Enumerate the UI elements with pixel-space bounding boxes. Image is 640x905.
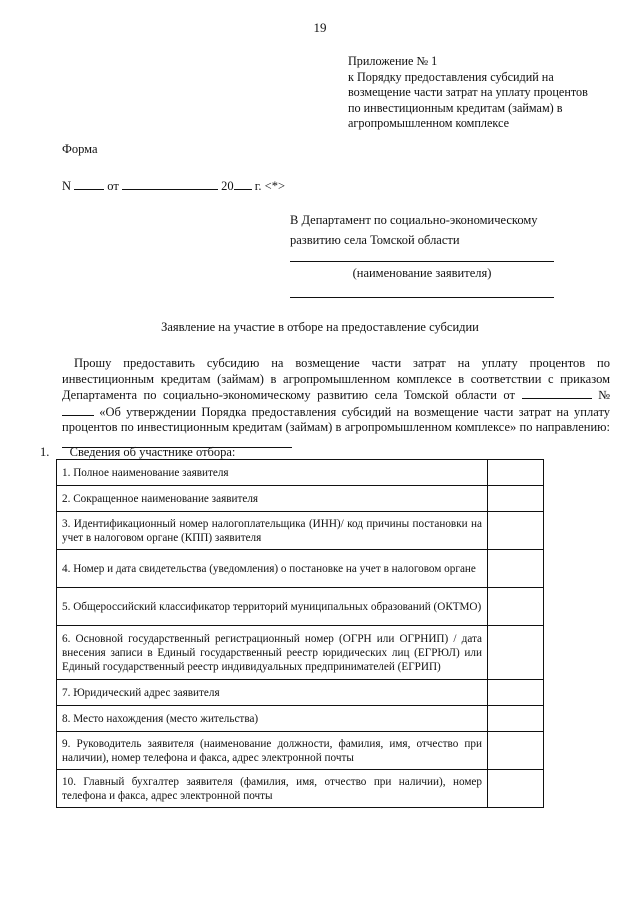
table-row: [57, 588, 544, 626]
row-label: 2. Сокращенное наименование заявителя: [57, 486, 488, 512]
row-value-cell[interactable]: [488, 550, 544, 588]
table-row: [57, 732, 544, 770]
table-row: [57, 512, 544, 550]
row-value-cell[interactable]: [488, 680, 544, 706]
number-blank[interactable]: [74, 178, 104, 190]
addressee-line: В Департамент по социально-экономическому: [290, 213, 538, 227]
year-suffix: г. <*>: [254, 179, 286, 193]
appendix-title: Приложение № 1: [348, 54, 438, 68]
year-blank[interactable]: [234, 178, 252, 190]
appendix-line: возмещение части затрат на уплату процентов: [348, 85, 588, 99]
row-value-cell[interactable]: [488, 706, 544, 732]
table-row: [57, 770, 544, 808]
section-title: Сведения об участнике отбора:: [69, 445, 236, 459]
page-number: 19: [313, 20, 327, 35]
row-label: 1. Полное наименование заявителя: [57, 460, 488, 486]
number-prefix: N: [62, 179, 72, 193]
addressee-line: развитию села Томской области: [290, 233, 460, 247]
applicant-extra-line[interactable]: [290, 297, 554, 298]
table-row: [57, 626, 544, 680]
addressee-block: [290, 210, 610, 250]
appendix-line: агропромышленном комплексе: [348, 116, 509, 130]
form-label: Форма: [62, 142, 98, 156]
appendix-line: к Порядку предоставления субсидий на: [348, 69, 554, 84]
section-heading: [40, 445, 235, 460]
row-value-cell[interactable]: [488, 512, 544, 550]
participant-info-table: [56, 459, 544, 808]
year-prefix: 20: [221, 179, 234, 193]
row-label: 10. Главный бухгалтер заявителя (фамилия, имя, отчество при наличии), номер телефона и факса, адрес электронной почты: [57, 770, 488, 808]
row-label: 5. Общероссийский классификатор территорий муниципальных образований (ОКТМО): [57, 588, 488, 626]
section-number: 1.: [40, 445, 50, 459]
number-date-line: [62, 178, 285, 194]
row-label: 7. Юридический адрес заявителя: [57, 680, 488, 706]
appendix-line: по инвестиционным кредитам (займам) в: [348, 100, 563, 115]
table-row: [57, 706, 544, 732]
row-label: 9. Руководитель заявителя (наименование должности, фамилия, имя, отчество при наличии), номер телефона и факса, адрес электронной почты: [57, 732, 488, 770]
application-text: [62, 356, 610, 452]
from-label: от: [107, 179, 119, 193]
order-date-blank[interactable]: [522, 387, 592, 399]
row-label: 3. Идентификационный номер налогоплательщика (ИНН)/ код причины постановки на учет в налоговом органе (КПП) заявителя: [57, 512, 488, 550]
row-label: 4. Номер и дата свидетельства (уведомления) о постановке на учет в налоговом органе: [57, 550, 488, 588]
row-value-cell[interactable]: [488, 460, 544, 486]
applicant-caption: (наименование заявителя): [352, 266, 492, 280]
row-value-cell[interactable]: [488, 626, 544, 680]
applicant-name-line[interactable]: [290, 261, 554, 262]
row-label: 6. Основной государственный регистрационный номер (ОГРН или ОГРНИП) / дата внесения записи в Единый государственный реестр юридических лиц (ЕГРЮЛ) или Единый государственный реестр индивидуальных предпринимателей (ЕГРИП): [57, 626, 488, 680]
row-value-cell[interactable]: [488, 732, 544, 770]
table-row: [57, 680, 544, 706]
row-value-cell[interactable]: [488, 486, 544, 512]
row-value-cell[interactable]: [488, 588, 544, 626]
document-title: Заявление на участие в отборе на предоставление субсидии: [161, 320, 479, 334]
date-blank[interactable]: [122, 178, 218, 190]
row-label: 8. Место нахождения (место жительства): [57, 706, 488, 732]
body-part-3: «Об утверждении Порядка предоставления субсидий на возмещение части затрат на уплату процентов по инвестиционным кредитам (займам) в агропромышленном комплексе» по направлению:: [62, 404, 610, 434]
order-number-blank[interactable]: [62, 404, 94, 416]
body-part-2: №: [598, 388, 611, 402]
row-value-cell[interactable]: [488, 770, 544, 808]
table-row: [57, 486, 544, 512]
table-row: [57, 460, 544, 486]
table-row: [57, 550, 544, 588]
body-part-1: Прошу предоставить субсидию на возмещение части затрат на уплату процентов по инвестиционным кредитам (займам) в агропромышленном комплексе в соответствии с приказом Департамента по социально-экономическому развитию села Томской области от: [62, 356, 610, 402]
appendix-block: [348, 54, 628, 132]
